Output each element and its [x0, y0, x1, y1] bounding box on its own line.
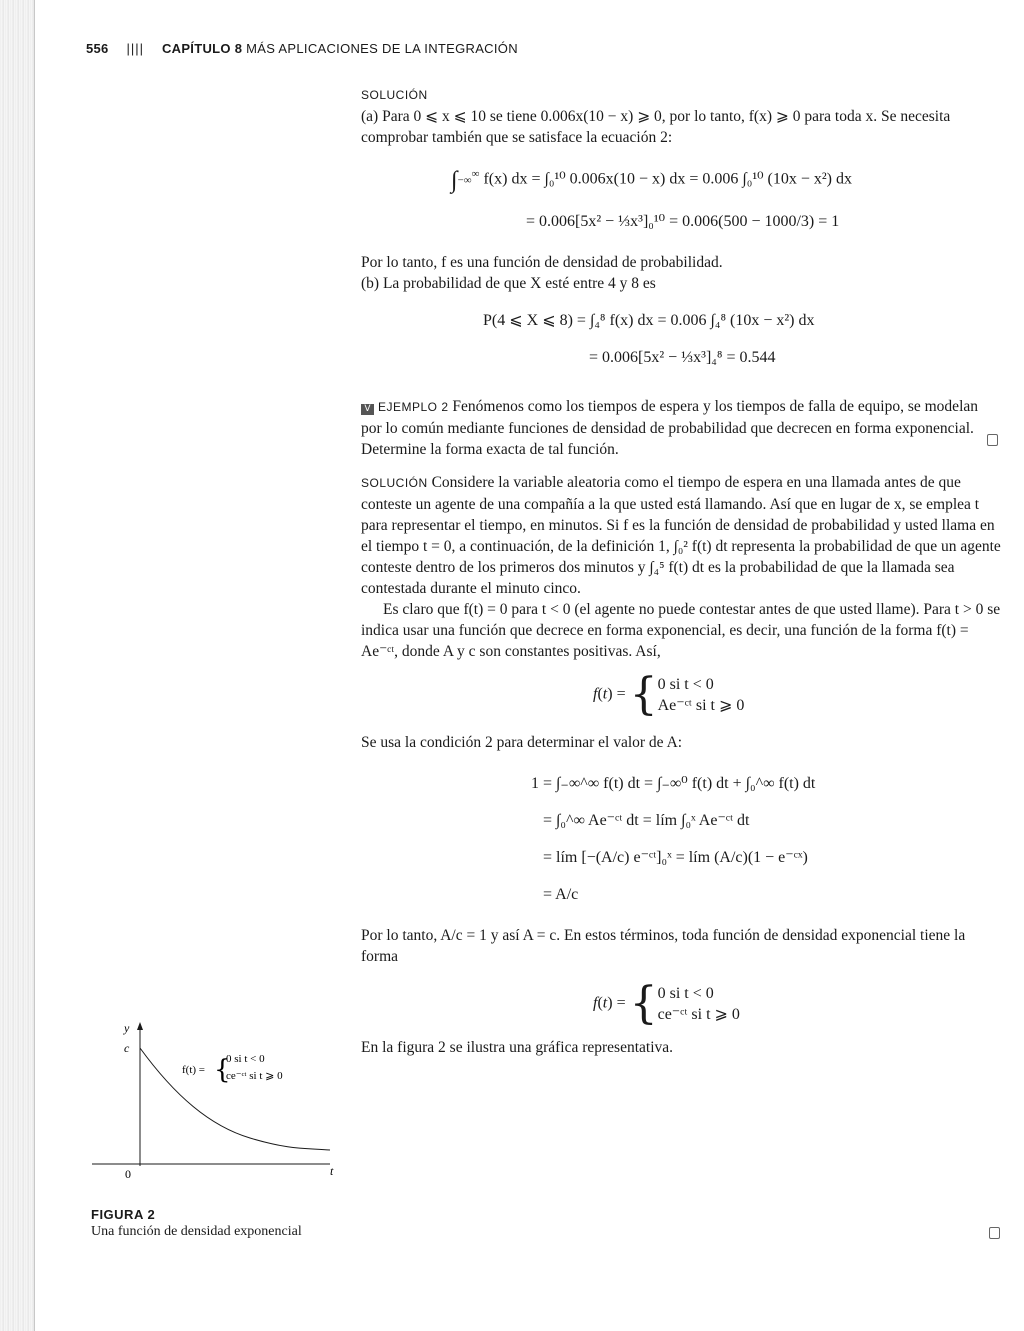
- figure-caption: [91, 1207, 351, 1240]
- solution-2-p3: Se usa la condición 2 para determinar el valor de A:: [361, 734, 683, 752]
- header-separator: ||||: [126, 41, 145, 56]
- solution-2-p1: SOLUCIÓN Considere la variable aleatoria como el tiempo de espera en una llamada antes de que conteste un agente de una compañía a la que usted está llamando. Así que en lugar de x, se emplea t para representar el tiempo, en minutos. Si f es la función de densidad de probabilidad y usted llama en el tiempo t = 0, a continuación, de la definición 1, ∫₀² f(t) dt representa la probabilidad de que un agente conteste dentro de los primeros dos minutos y ∫₄⁵ f(t) dt es la probabilidad de que la llamada sea contestada durante el minuto cinco.: [361, 474, 1001, 598]
- equation-3-line-1: 1 = ∫₋∞^∞ f(t) dt = ∫₋∞⁰ f(t) dt + ∫₀^∞ f(t) dt: [531, 775, 816, 793]
- conclusion-a: Por lo tanto, f es una función de densidad de probabilidad.: [361, 254, 723, 272]
- piecewise-1: f(t) = { 0 si t < 0 Ae⁻ᶜᵗ si t ⩾ 0: [593, 669, 745, 721]
- x-axis-label: t: [330, 1164, 334, 1178]
- figure-formula-brace: {: [214, 1055, 231, 1085]
- figure-description: Una función de densidad exponencial: [91, 1224, 302, 1239]
- solution-part-a: (a) Para 0 ⩽ x ⩽ 10 se tiene 0.006x(10 − x) ⩾ 0, por lo tanto, f(x) ⩾ 0 para toda x. Se necesita comprobar también que se satisface la ecuación 2:: [361, 108, 951, 146]
- example-2: [361, 396, 1001, 460]
- figure-formula-lhs: f(t) =: [182, 1064, 205, 1076]
- page-edge: [34, 0, 35, 1331]
- y-axis-arrow: [137, 1022, 143, 1030]
- solution-part-b: (b) La probabilidad de que X esté entre 4 y 8 es: [361, 275, 656, 293]
- equation-3-line-4: = A/c: [543, 886, 579, 904]
- video-icon: V: [361, 404, 374, 415]
- chapter-label: CAPÍTULO 8: [161, 41, 243, 56]
- equation-3-line-2: = ∫₀^∞ Ae⁻ᶜᵗ dt = lím ∫₀ˣ Ae⁻ᶜᵗ dt: [543, 812, 750, 830]
- solution-2-p2: Es claro que f(t) = 0 para t < 0 (el agente no puede contestar antes de que usted llame). Para t > 0 se indica usar una función que decrece en forma exponencial, es decir, una función de la forma f(t) = Ae⁻ᶜᵗ, donde A y c son constantes positivas. Así,: [361, 601, 1001, 661]
- equation-3-line-3: = lím [−(A/c) e⁻ᶜᵗ]₀ˣ = lím (A/c)(1 − e⁻ᶜˣ): [543, 849, 808, 867]
- solution-heading: SOLUCIÓN: [361, 88, 428, 102]
- end-of-solution-mark: [987, 434, 998, 446]
- figure-2-graph: [90, 1018, 340, 1198]
- solution-2-p5: En la figura 2 se ilustra una gráfica representativa.: [361, 1039, 674, 1057]
- y-axis-label: y: [124, 1021, 130, 1035]
- chapter-title: MÁS APLICACIONES DE LA INTEGRACIÓN: [246, 41, 518, 56]
- example-text: Fenómenos como los tiempos de espera y los tiempos de falla de equipo, se modelan por lo común mediante funciones de densidad de probabilidad que decrecen en forma exponencial. Determine la forma exacta de tal función.: [361, 398, 978, 459]
- end-of-example-mark: [989, 1227, 1000, 1239]
- solution-2-heading: SOLUCIÓN: [361, 476, 428, 491]
- figure-formula-bottom: ce⁻ᶜᵗ si t ⩾ 0: [226, 1070, 283, 1082]
- figure-formula-top: 0 si t < 0: [226, 1053, 265, 1065]
- equation-1-line-1: ∫−∞∞ f(x) dx = ∫₀¹⁰ 0.006x(10 − x) dx = 0.006 ∫₀¹⁰ (10x − x²) dx: [451, 167, 852, 194]
- origin-label: 0: [125, 1167, 131, 1181]
- piecewise-2: f(t) = { 0 si t < 0 ce⁻ᶜᵗ si t ⩾ 0: [593, 978, 740, 1030]
- main-column: [361, 85, 1001, 1058]
- solution-2-p4: Por lo tanto, A/c = 1 y así A = c. En estos términos, toda función de densidad exponencial tiene la forma: [361, 927, 966, 966]
- book-spine-shadow: [0, 0, 34, 1331]
- page-number: 556: [86, 41, 109, 56]
- example-heading: EJEMPLO 2: [378, 400, 449, 415]
- equation-2-line-2: = 0.006[5x² − ⅓x³]₄⁸ = 0.544: [589, 349, 776, 367]
- equation-1-line-2: = 0.006[5x² − ⅓x³]₀¹⁰ = 0.006(500 − 1000/3) = 1: [526, 213, 840, 231]
- c-tick-label: c: [124, 1041, 130, 1055]
- equation-2-line-1: P(4 ⩽ X ⩽ 8) = ∫₄⁸ f(x) dx = 0.006 ∫₄⁸ (10x − x²) dx: [483, 312, 815, 330]
- figure-label: FIGURA 2: [91, 1207, 156, 1222]
- running-header: [86, 41, 518, 56]
